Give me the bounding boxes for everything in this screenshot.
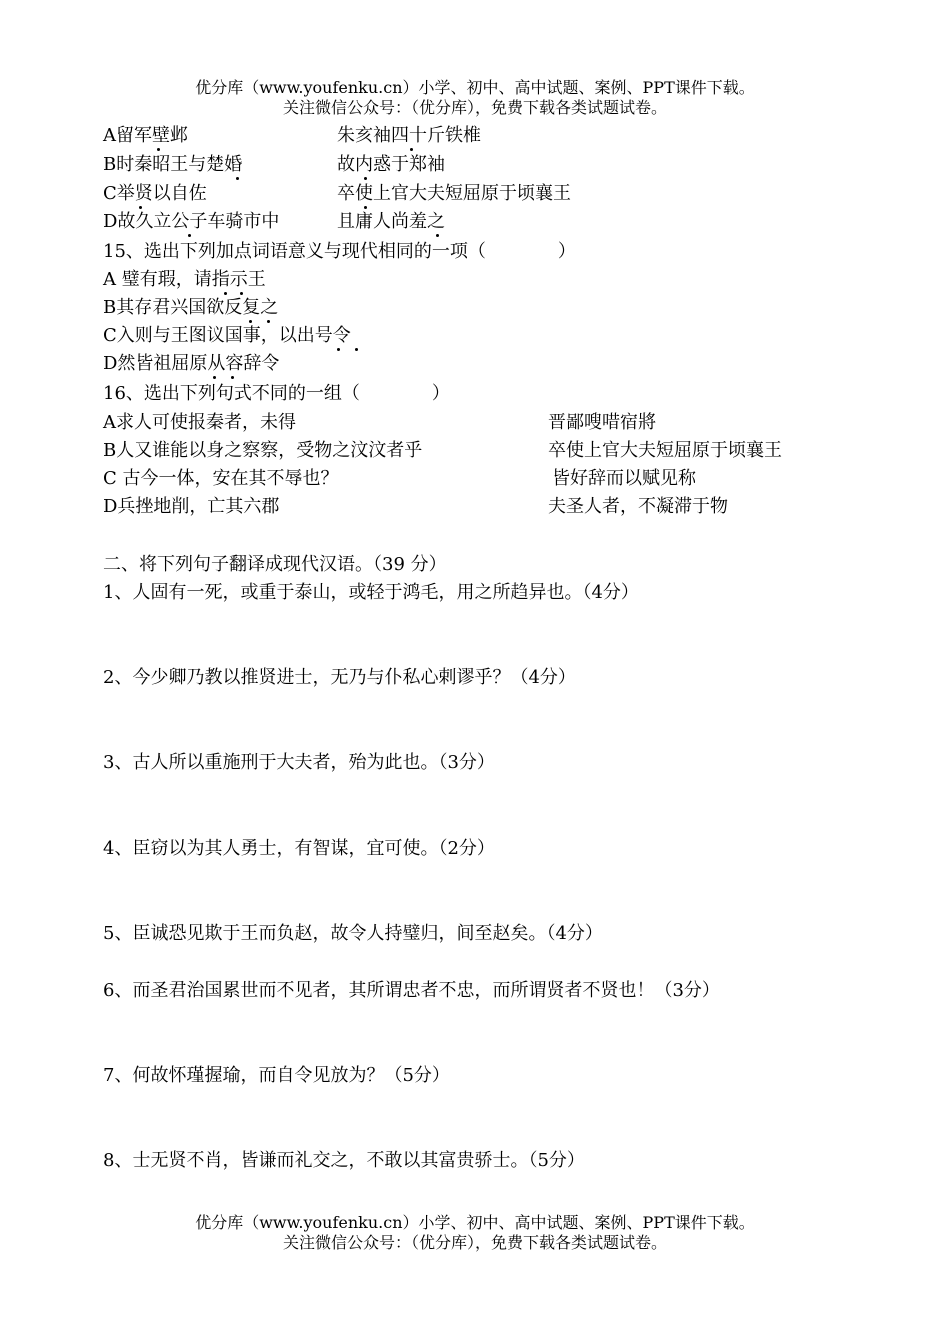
header-line-2: 关注微信公众号：（优分库），免费下载各类试题试卷。 (282, 98, 667, 117)
emphasis-dot (157, 148, 160, 151)
q16-option-c-right: 皆好辞而以赋见称 (552, 468, 696, 489)
emphasis-dot (139, 206, 142, 209)
q14-option-c-right: 卒使上官大夫短屈原于顷襄王 (337, 183, 571, 204)
footer-line-2: 关注微信公众号：（优分库），免费下载各类试题试卷。 (282, 1233, 667, 1252)
q14-option-d-left: D故久立公子车骑市中 (103, 211, 280, 232)
q15-option-a: A 璧有瑕，请指示王 (103, 269, 266, 290)
q16-option-b-left: B人又谁能以身之察察，受物之汶汶者乎 (103, 440, 423, 461)
translation-item-8: 8、士无贤不肖，皆谦而礼交之，不敢以其富贵骄士。（5分） (103, 1150, 585, 1171)
emphasis-dot (355, 348, 358, 351)
q16-option-c-left: C 古今一体，安在其不辱也？ (103, 468, 339, 489)
translation-item-2: 2、今少卿乃教以推贤进士，无乃与仆私心剌谬乎？（4分） (103, 667, 576, 688)
q14-option-a-right: 朱亥袖四十斤铁椎 (337, 125, 481, 146)
emphasis-dot (267, 320, 270, 323)
emphasis-dot (364, 206, 367, 209)
q16-option-b-right: 卒使上官大夫短屈原于顷襄王 (548, 440, 782, 461)
emphasis-dot (213, 376, 216, 379)
header-line-1: 优分库（www.youfenku.cn）小学、初中、高中试题、案例、PPT课件下载。 (195, 78, 755, 97)
emphasis-dot (249, 320, 252, 323)
footer-line-1: 优分库（www.youfenku.cn）小学、初中、高中试题、案例、PPT课件下载。 (195, 1213, 755, 1232)
translation-item-5: 5、臣诚恐见欺于王而负赵，故令人持璧归，间至赵矣。（4分） (103, 923, 603, 944)
emphasis-dot (224, 292, 227, 295)
q14-option-b-right: 故内惑于郑袖 (337, 154, 445, 175)
q14-option-b-left: B时秦昭王与楚婚 (103, 154, 243, 175)
q16-option-a-right: 晋鄙嗖唶宿將 (548, 412, 656, 433)
emphasis-dot (410, 148, 413, 151)
q15-option-d: D然皆祖屈原从容辞令 (103, 353, 280, 374)
q16-option-d-right: 夫圣人者，不凝滞于物 (548, 496, 728, 517)
translation-item-6: 6、而圣君治国累世而不见者，其所谓忠者不忠，而所谓贤者不贤也！（3分） (103, 980, 720, 1001)
emphasis-dot (337, 348, 340, 351)
translation-item-4: 4、臣窃以为其人勇士，有智谋，宜可使。（2分） (103, 838, 495, 859)
q15-option-b: B其存君兴国欲反复之 (103, 297, 279, 318)
translation-item-7: 7、何故怀瑾握瑜，而自令见放为？（5分） (103, 1065, 450, 1086)
emphasis-dot (436, 234, 439, 237)
translation-item-1: 1、人固有一死，或重于泰山，或轻于鸿毛，用之所趋异也。（4分） (103, 582, 639, 603)
q16-option-d-left: D兵挫地削，亡其六郡 (103, 496, 280, 517)
emphasis-dot (231, 376, 234, 379)
q14-option-c-left: C举贤以自佐 (103, 183, 207, 204)
q16-stem: 16、选出下列句式不同的一组（ ） (103, 383, 450, 404)
section2-title: 二、将下列句子翻译成现代汉语。（39 分） (103, 554, 447, 575)
emphasis-dot (236, 177, 239, 180)
emphasis-dot (364, 177, 367, 180)
q14-option-d-right: 且庸人尚羞之 (337, 211, 445, 232)
q14-option-a-left: A留军壁邺 (103, 125, 188, 146)
q15-option-c: C入则与王图议国事，以出号令 (103, 325, 351, 346)
q15-stem: 15、选出下列加点词语意义与现代相同的一项（ ） (103, 241, 576, 262)
emphasis-dot (188, 234, 191, 237)
emphasis-dot (240, 292, 243, 295)
translation-item-3: 3、古人所以重施刑于大夫者，殆为此也。（3分） (103, 752, 495, 773)
q16-option-a-left: A求人可使报秦者，未得 (103, 412, 296, 433)
